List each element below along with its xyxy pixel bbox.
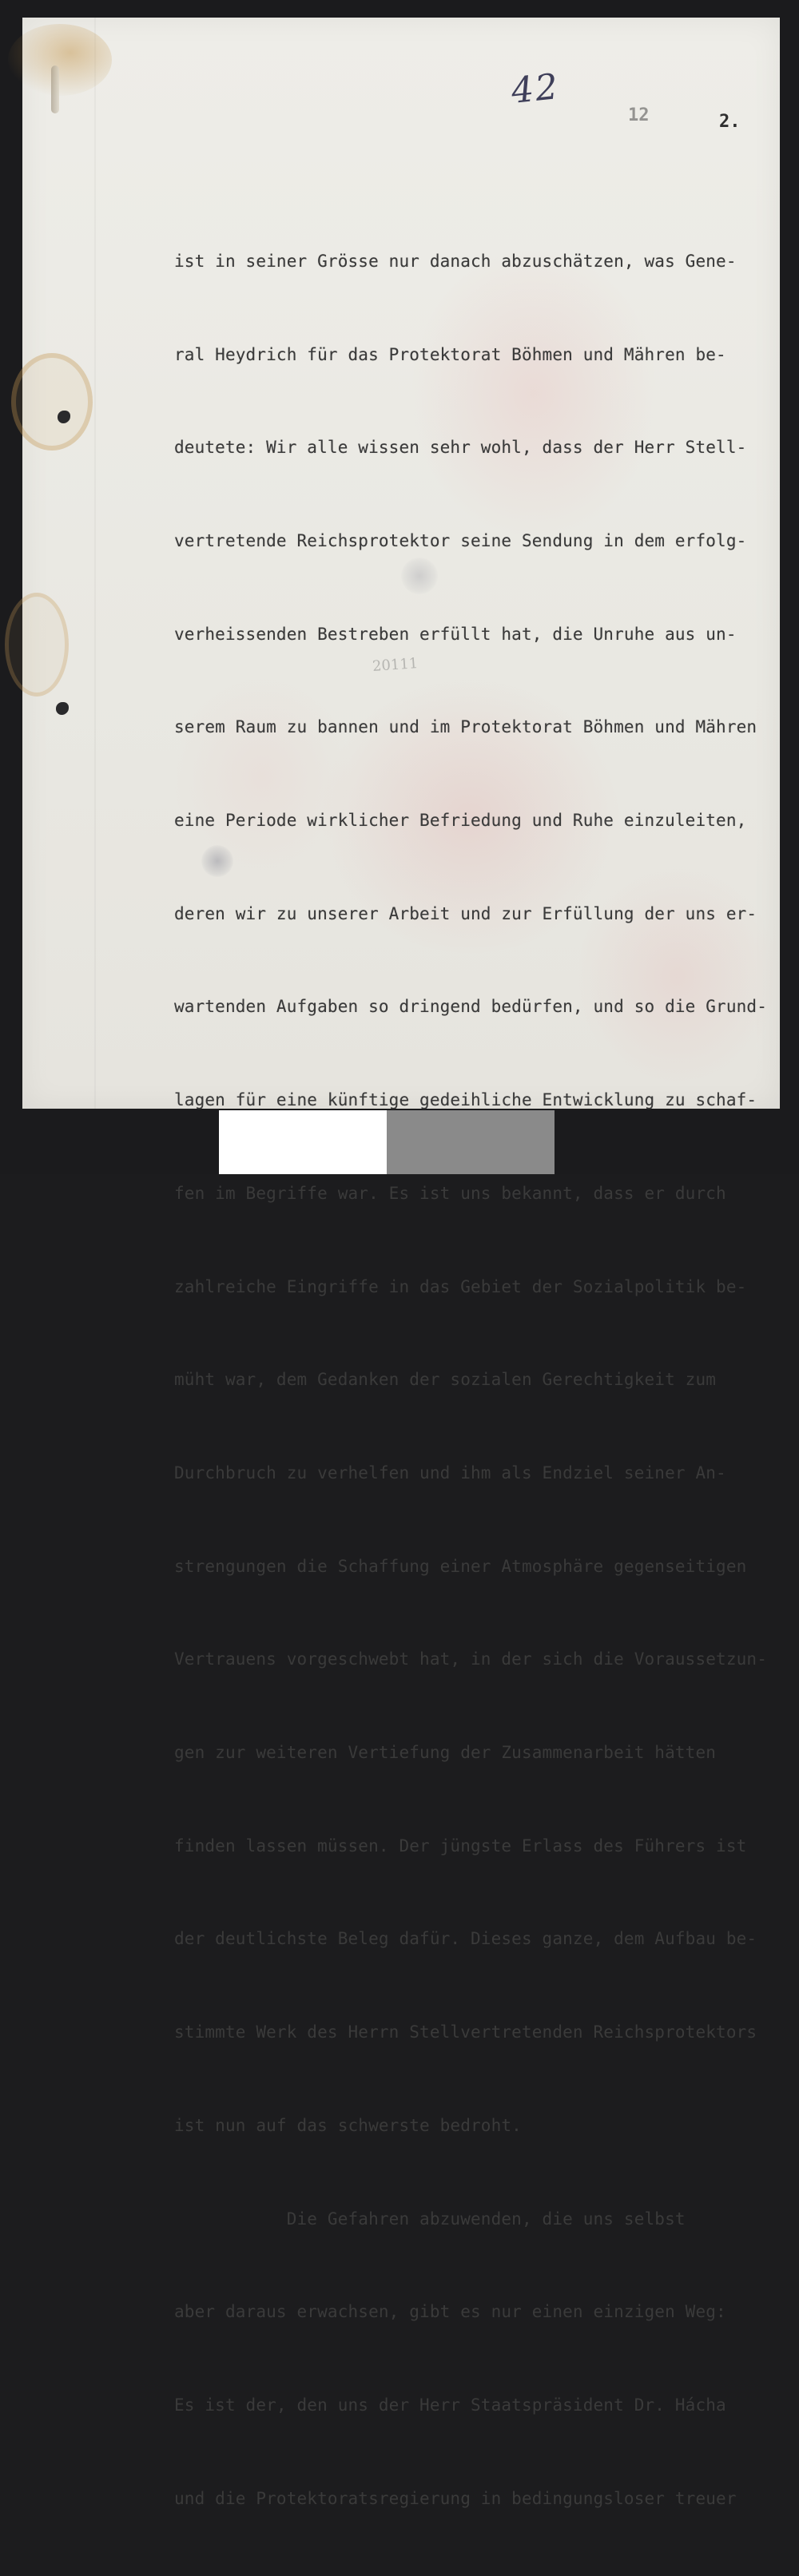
- text-line: und die Protektoratsregierung in bedingungsloser treuer: [174, 2488, 737, 2508]
- text-line: Vertrauens vorgeschwebt hat, in der sich die Voraussetzun-: [174, 1649, 767, 1669]
- text-line: Es ist der, den uns der Herr Staatspräsident Dr. Hácha: [174, 2395, 726, 2415]
- text-line: finden lassen müssen. Der jüngste Erlass des Führers ist: [174, 1836, 747, 1856]
- page-number: 2.: [719, 112, 741, 132]
- text-line: deren wir zu unserer Arbeit und zur Erfüllung der uns er-: [174, 903, 757, 923]
- text-line: zahlreiche Eingriffe in das Gebiet der Sozialpolitik be-: [174, 1276, 747, 1296]
- calibration-grey-patch: [387, 1110, 555, 1174]
- paper-fold: [94, 18, 96, 1109]
- water-stain-left-lower: [5, 593, 69, 697]
- text-line: lagen für eine künftige gedeihliche Entwicklung zu schaf-: [174, 1090, 757, 1110]
- calibration-white-patch: [219, 1110, 387, 1174]
- text-line: Durchbruch zu verhelfen und ihm als Endziel seiner An-: [174, 1463, 726, 1482]
- text-line: stimmte Werk des Herrn Stellvertretenden Reichsprotektors: [174, 2022, 757, 2042]
- text-line: Die Gefahren abzuwenden, die uns selbst: [174, 2209, 686, 2229]
- text-line: verheissenden Bestreben erfüllt hat, die Unruhe aus un-: [174, 624, 737, 644]
- text-line: ral Heydrich für das Protektorat Böhmen und Mähren be-: [174, 344, 726, 364]
- punch-hole-lower: [56, 702, 69, 715]
- faint-folio-mark: 12: [628, 105, 650, 125]
- text-line: müht war, dem Gedanken der sozialen Gerechtigkeit zum: [174, 1370, 717, 1390]
- scan-calibration-strip: [219, 1110, 555, 1174]
- text-line: vertretende Reichsprotektor seine Sendung in dem erfolg-: [174, 530, 747, 550]
- text-line: strengungen die Schaffung einer Atmosphäre gegenseitigen: [174, 1556, 747, 1576]
- handwritten-folio-number: 42: [509, 66, 562, 112]
- rust-stain-top-left: [8, 24, 112, 96]
- text-line: der deutlichste Beleg dafür. Dieses ganze, dem Aufbau be-: [174, 1929, 757, 1949]
- text-line: fen im Begriffe war. Es ist uns bekannt, dass er durch: [174, 1183, 726, 1203]
- text-line: aber daraus erwachsen, gibt es nur einen einzigen Weg:: [174, 2302, 726, 2322]
- text-line: deutete: Wir alle wissen sehr wohl, dass der Herr Stell-: [174, 438, 747, 458]
- document-page: [22, 18, 780, 2508]
- text-line: ist nun auf das schwerste bedroht.: [174, 2115, 522, 2135]
- text-line: gen zur weiteren Vertiefung der Zusammenarbeit hätten: [174, 1743, 717, 1763]
- typed-text-body: [174, 184, 765, 2576]
- text-line: eine Periode wirklicher Befriedung und Ruhe einzuleiten,: [174, 811, 747, 831]
- paperclip-mark: [51, 65, 59, 113]
- text-line: ist in seiner Grösse nur danach abzuschätzen, was Gene-: [174, 251, 737, 271]
- background-stamp-number: 20111: [372, 655, 419, 675]
- water-stain-left: [11, 353, 93, 451]
- text-line: wartenden Aufgaben so dringend bedürfen, und so die Grund-: [174, 997, 767, 1017]
- text-line: serem Raum zu bannen und im Protektorat Böhmen und Mähren: [174, 717, 757, 737]
